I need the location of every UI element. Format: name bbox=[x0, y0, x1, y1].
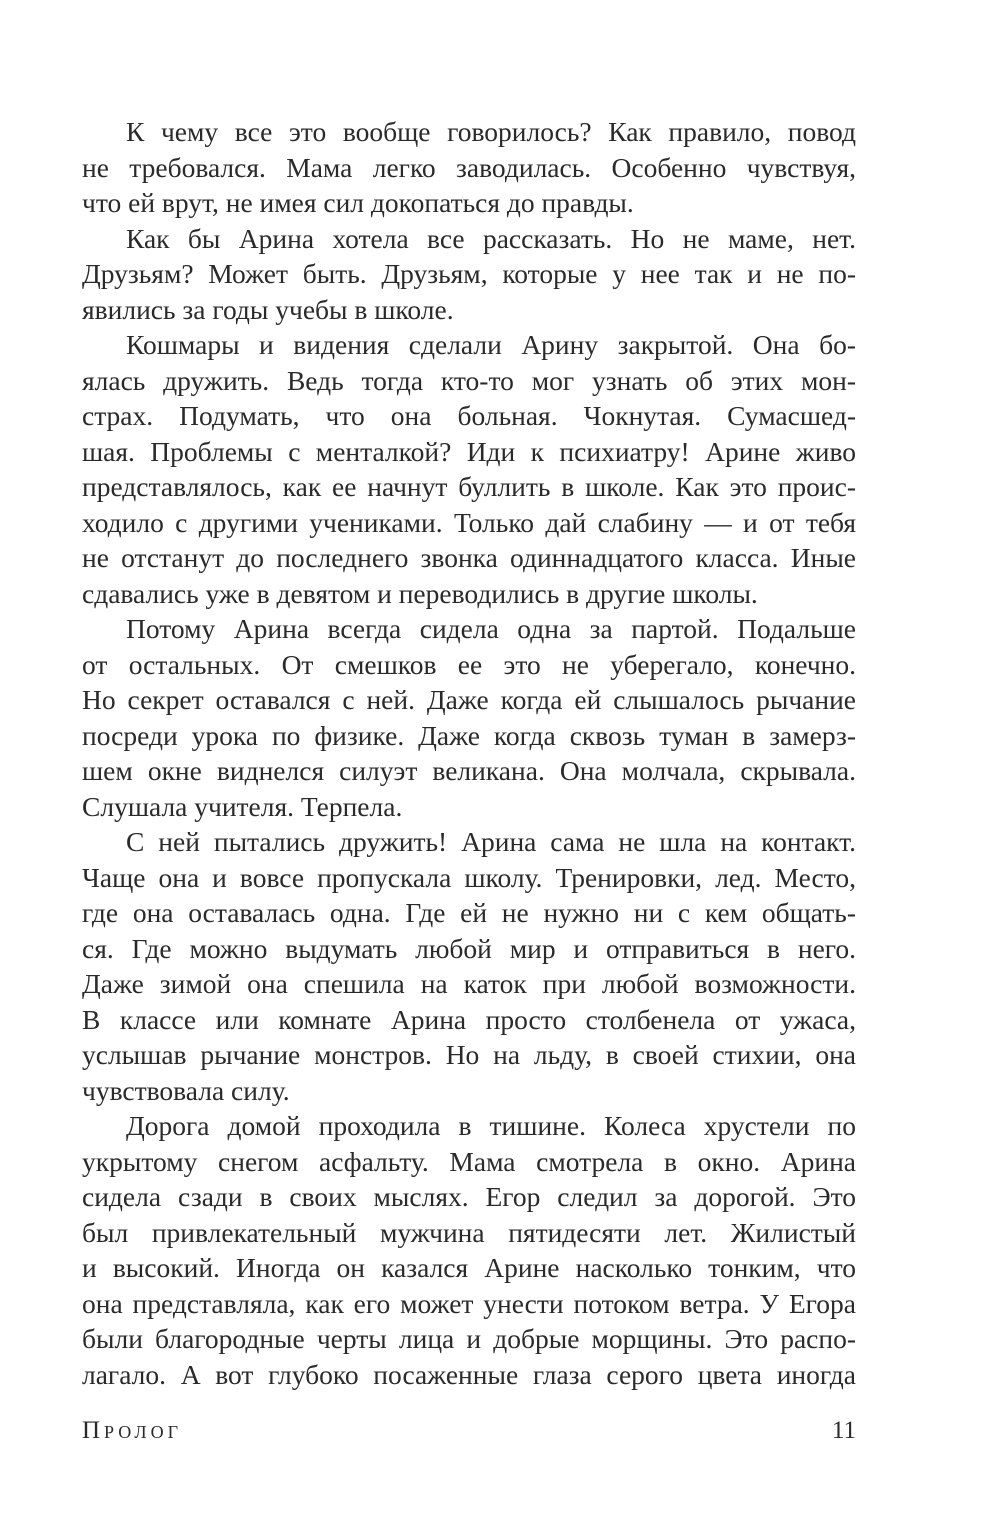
text-line: ходило с другими учениками. Только дай слабину — и от тебя bbox=[82, 506, 856, 538]
text-line: где она оставалась одна. Где ей не нужно ни с кем общать- bbox=[82, 897, 856, 928]
text-line: ся. Где можно выдумать любой мир и отправиться в него. bbox=[82, 932, 856, 964]
text-line: В классе или комнате Арина просто столбенела от ужаса, bbox=[82, 1003, 856, 1035]
text-line: Друзьям? Может быть. Друзьям, которые у нее так и не по- bbox=[82, 258, 856, 289]
text-line: Дорога домой проходила в тишине. Колеса хрустели по bbox=[126, 1110, 856, 1141]
text-line: от остальных. От смешков ее это не уберегало, конечно. bbox=[82, 648, 856, 680]
text-line: лагало. А вот глубоко посаженные глаза серого цвета иногда bbox=[82, 1358, 856, 1390]
text-line: были благородные черты лица и добрые морщины. Это распо- bbox=[82, 1323, 856, 1354]
text-line: укрытому снегом асфальту. Мама смотрела в окно. Арина bbox=[82, 1145, 856, 1177]
text-line: Кошмары и видения сделали Арину закрытой. Она бо- bbox=[126, 329, 856, 360]
text-line: что ей врут, не имея сил докопаться до правды. bbox=[82, 187, 634, 218]
running-title: Пролог bbox=[82, 1417, 183, 1444]
text-line: посреди урока по физике. Даже когда сквозь туман в замерз- bbox=[82, 719, 856, 751]
text-line: Потому Арина всегда сидела одна за партой. Подальше bbox=[126, 613, 856, 644]
text-line: и высокий. Иногда он казался Арине насколько тонким, что bbox=[82, 1252, 856, 1283]
text-line: она представляла, как его может унести потоком ветра. У Егора bbox=[82, 1287, 856, 1319]
text-line: шем окне виднелся силуэт великана. Она молчала, скрывала. bbox=[82, 755, 856, 786]
text-line: Слушала учителя. Терпела. bbox=[82, 790, 403, 822]
text-line: сидела сзади в своих мыслях. Егор следил за дорогой. Это bbox=[82, 1181, 856, 1212]
text-line: услышав рычание монстров. Но на льду, в своей стихии, она bbox=[82, 1039, 856, 1070]
text-line: не отстанут до последнего звонка одиннадцатого класса. Иные bbox=[82, 542, 856, 573]
text-line: сдавались уже в девятом и переводились в другие школы. bbox=[82, 577, 758, 609]
text-line: С ней пытались дружить! Арина сама не шла на контакт. bbox=[126, 826, 856, 857]
page-footer bbox=[82, 1414, 856, 1448]
text-line: К чему все это вообще говорилось? Как правило, повод bbox=[126, 116, 856, 147]
text-line: страх. Подумать, что она больная. Чокнутая. Сумасшед- bbox=[82, 400, 856, 431]
text-line: Даже зимой она спешила на каток при любой возможности. bbox=[82, 968, 856, 999]
page-number: 11 bbox=[831, 1417, 856, 1444]
page-body bbox=[82, 114, 856, 1392]
text-line: не требовался. Мама легко заводилась. Особенно чувствуя, bbox=[82, 151, 856, 183]
text-line: шая. Проблемы с менталкой? Иди к психиатру! Арине живо bbox=[82, 435, 856, 467]
text-line: Чаще она и вовсе пропускала школу. Тренировки, лед. Место, bbox=[82, 861, 856, 893]
text-line: чувствовала силу. bbox=[82, 1074, 290, 1106]
text-line: ялась дружить. Ведь тогда кто-то мог узнать об этих мон- bbox=[82, 364, 856, 396]
text-line: Как бы Арина хотела все рассказать. Но не маме, нет. bbox=[126, 222, 856, 254]
text-line: Но секрет оставался с ней. Даже когда ей слышалось рычание bbox=[82, 684, 856, 715]
text-line: был привлекательный мужчина пятидесяти лет. Жилистый bbox=[82, 1216, 856, 1248]
text-line: представлялось, как ее начнут буллить в школе. Как это проис- bbox=[82, 471, 856, 502]
text-line: явились за годы учебы в школе. bbox=[82, 293, 454, 325]
